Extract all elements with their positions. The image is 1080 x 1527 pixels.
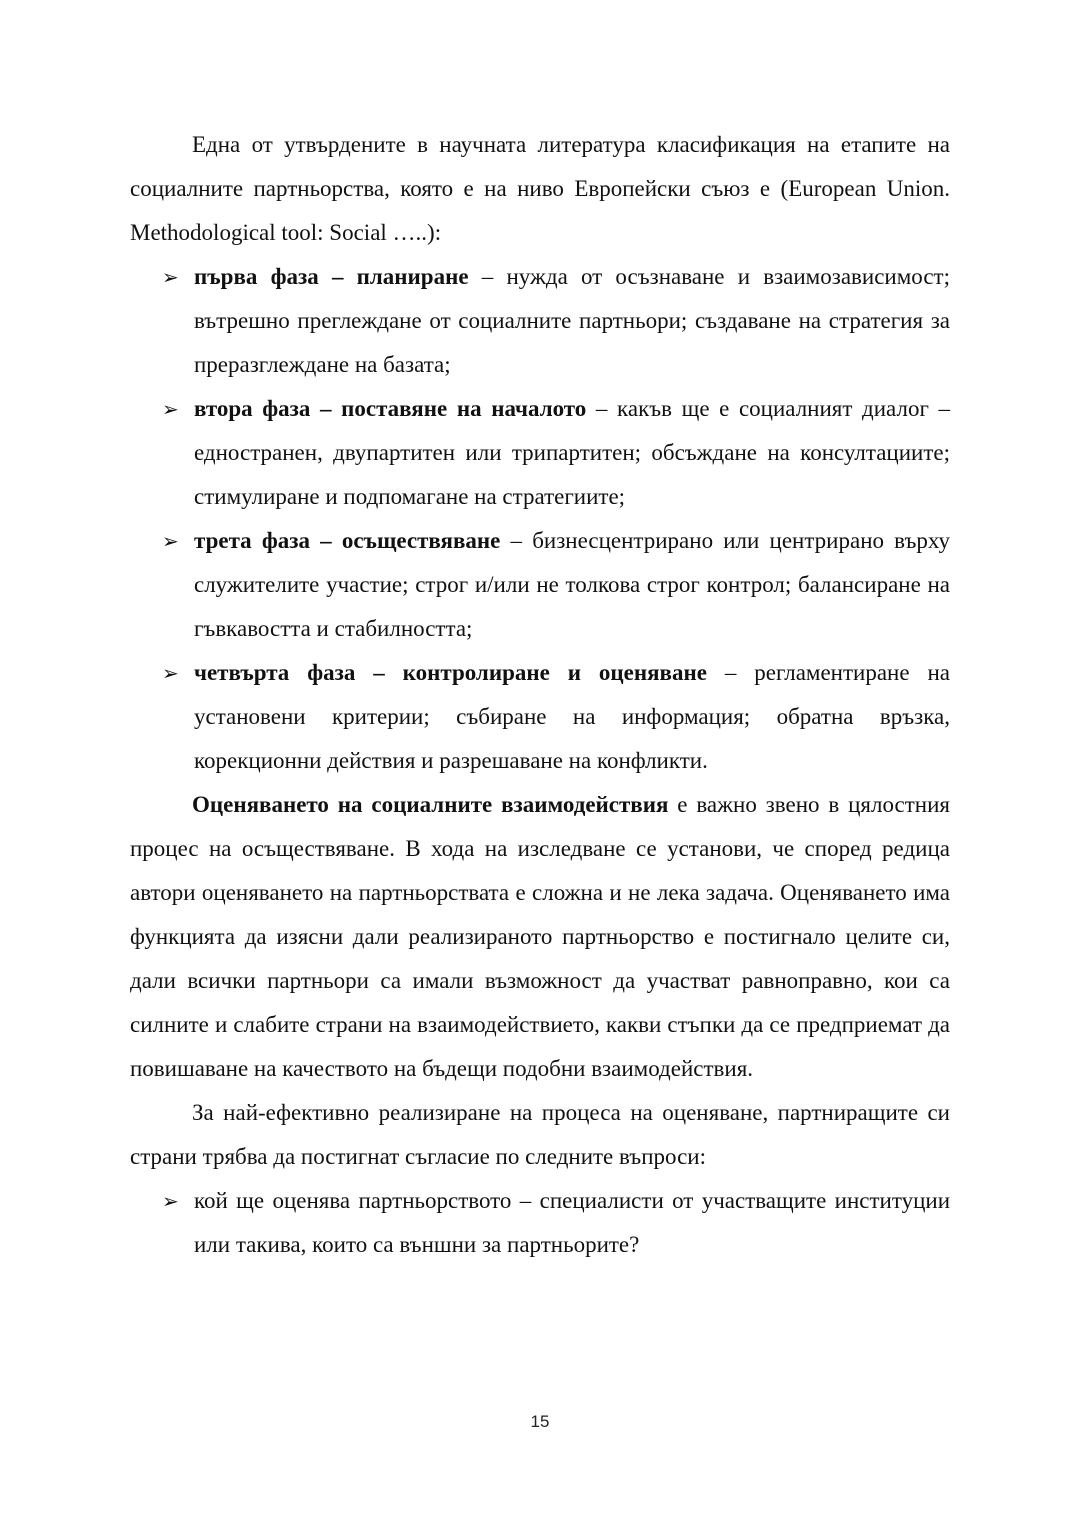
list-item	[162, 651, 950, 783]
phase-title: четвърта фаза – контролиране и оценяване	[194, 660, 707, 685]
list-item	[162, 519, 950, 651]
agreement-paragraph: За най-ефективно реализиране на процеса на оценяване, партниращите си страни трябва да постигнат съгласие по следните въпроси:	[130, 1100, 950, 1169]
phase-title: първа фаза – планиране	[194, 264, 469, 289]
arrow-bullet-icon: ➢	[162, 661, 179, 685]
arrow-bullet-icon: ➢	[162, 529, 179, 553]
phase-text: – какъв ще е социалният диалог – едностранен, двупартитен или трипартитен; обсъждане на консултациите; стимулиране и подпомагане на стратегиите;	[194, 396, 951, 509]
evaluation-bold-phrase: Оценяването на социалните взаимодействия	[192, 792, 669, 817]
list-item	[162, 1179, 950, 1267]
arrow-bullet-icon: ➢	[162, 1189, 179, 1213]
phases-list	[130, 255, 950, 783]
evaluation-paragraph	[130, 783, 950, 1091]
page-number: 15	[530, 1412, 550, 1431]
questions-list	[130, 1179, 950, 1267]
evaluation-text: е важно звено в цялостния процес на осъществяване. В хода на изследване се установи, че според редица автори оценяването на партньорствата е сложна и не лека задача. Оценяването има функцията да изясни дали реализираното партньорство е постигнало целите си, дали всички партньори са имали възможност да участват равноправно, кои са силните и слабите страни на взаимодействието, какви стъпки да се предприемат да повишаване на качеството на бъдещи подобни взаимодействия.	[130, 792, 950, 1081]
phase-text: – бизнесцентрирано или центрирано върху служителите участие; строг и/или не толкова строг контрол; балансиране на гъвкавостта и стабилността;	[194, 528, 950, 641]
document-page	[130, 123, 950, 1267]
phase-text: – нужда от осъзнаване и взаимозависимост; вътрешно преглеждане от социалните партньори; създаване на стратегия за преразглеждане на базата;	[194, 264, 950, 377]
question-text: кой ще оценява партньорството – специалисти от участващите институции или такива, които са външни за партньорите?	[194, 1188, 950, 1257]
arrow-bullet-icon: ➢	[162, 397, 179, 421]
intro-paragraph: Една от утвърдените в научната литература класификация на етапите на социалните партньорства, която е на ниво Европейски съюз е (European Union. Methodological tool: Social …..):	[130, 132, 950, 245]
list-item	[162, 255, 950, 387]
arrow-bullet-icon: ➢	[162, 265, 179, 289]
list-item	[162, 387, 951, 519]
phase-text: – регламентиране на установени критерии; събиране на информация; обратна връзка, корекционни действия и разрешаване на конфликти.	[194, 660, 950, 773]
phase-title: втора фаза – поставяне на началото	[194, 396, 587, 421]
phase-title: трета фаза – осъществяване	[194, 528, 501, 553]
